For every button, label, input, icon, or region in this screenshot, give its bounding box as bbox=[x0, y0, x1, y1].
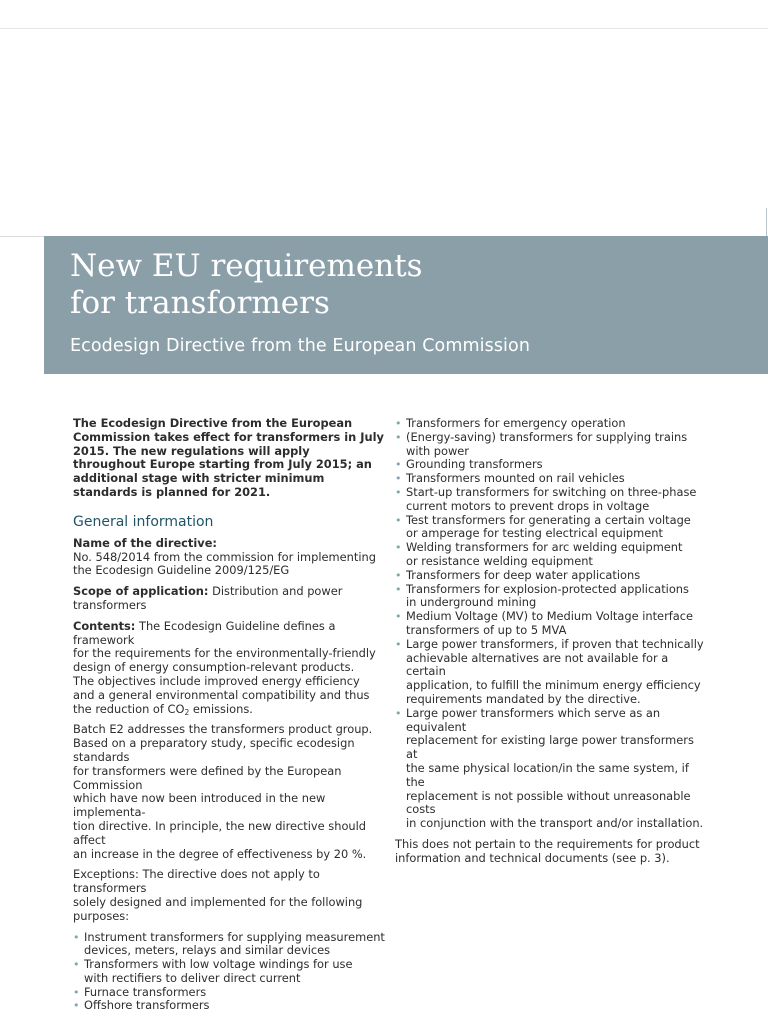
list-item bbox=[395, 638, 707, 707]
co2-subscript: 2 bbox=[184, 707, 190, 717]
batch-line: which have now been introduced in the new implementa- bbox=[73, 791, 326, 820]
section-heading: General information bbox=[73, 513, 214, 530]
bullet-icon: • bbox=[73, 985, 80, 999]
list-item-line: (Energy-saving) transformers for supplying trains bbox=[406, 429, 688, 444]
list-item bbox=[395, 610, 707, 638]
exceptions-list-right bbox=[395, 417, 707, 831]
list-item-line: with power bbox=[406, 443, 469, 458]
bullet-icon: • bbox=[395, 582, 402, 596]
list-item bbox=[395, 417, 707, 431]
directive-name bbox=[73, 537, 385, 578]
batch-line: for transformers were defined by the European Commission bbox=[73, 763, 342, 792]
list-item-line: Offshore transformers bbox=[84, 998, 210, 1013]
contents-line-co2: the reduction of CO bbox=[73, 701, 185, 716]
list-item bbox=[73, 931, 385, 959]
list-item bbox=[73, 958, 385, 986]
contents-line: for the requirements for the environmentally-friendly bbox=[73, 646, 376, 661]
bullet-icon: • bbox=[73, 999, 80, 1013]
scope-of-application bbox=[73, 585, 385, 613]
contents-line-end: emissions. bbox=[189, 701, 253, 716]
bullet-icon: • bbox=[395, 637, 402, 651]
list-item bbox=[395, 431, 707, 459]
list-item-line: Transformers mounted on rail vehicles bbox=[406, 471, 625, 486]
list-item-line: replacement for existing large power transformers at bbox=[406, 733, 694, 762]
exceptions-list-left bbox=[73, 931, 385, 1014]
bullet-icon: • bbox=[395, 513, 402, 527]
right-column bbox=[395, 417, 707, 866]
list-item bbox=[73, 999, 385, 1013]
exceptions-paragraph bbox=[73, 868, 385, 923]
scope-text: Distribution and power transformers bbox=[73, 584, 343, 612]
page-title bbox=[70, 248, 423, 322]
list-item-line: Start-up transformers for switching on three-phase bbox=[406, 484, 697, 499]
list-item-line: or amperage for testing electrical equipment bbox=[406, 526, 663, 541]
list-item-line: the same physical location/in the same system, if the bbox=[406, 760, 689, 789]
list-item-line: Transformers for deep water applications bbox=[406, 567, 641, 582]
closing-line: information and technical documents (see p. 3). bbox=[395, 850, 670, 865]
list-item-line: or resistance welding equipment bbox=[406, 553, 593, 568]
list-item bbox=[395, 583, 707, 611]
batch-line: an increase in the degree of effectiveness by 20 %. bbox=[73, 846, 367, 861]
top-divider bbox=[0, 28, 768, 29]
list-item-line: Test transformers for generating a certain voltage bbox=[406, 512, 691, 527]
title-line-1: New EU requirements bbox=[70, 248, 423, 284]
list-item-line: with rectifiers to deliver direct current bbox=[84, 970, 301, 985]
batch-line: Batch E2 addresses the transformers product group. bbox=[73, 722, 373, 737]
left-column bbox=[73, 417, 385, 1013]
list-item-line: Grounding transformers bbox=[406, 457, 543, 472]
contents-line: design of energy consumption-relevant products. bbox=[73, 660, 355, 675]
list-item bbox=[395, 458, 707, 472]
contents-line: and a general environmental compatibility and thus bbox=[73, 687, 370, 702]
batch-paragraph bbox=[73, 723, 385, 861]
list-item bbox=[73, 986, 385, 1000]
bullet-icon: • bbox=[395, 430, 402, 444]
contents-paragraph bbox=[73, 620, 385, 717]
closing-line: This does not pertain to the requirements for product bbox=[395, 836, 700, 851]
bullet-icon: • bbox=[395, 417, 402, 430]
list-item-line: requirements mandated by the directive. bbox=[406, 691, 641, 706]
list-item-line: achievable alternatives are not available for a certain bbox=[406, 650, 669, 679]
exceptions-line: purposes: bbox=[73, 908, 130, 923]
title-banner bbox=[44, 236, 768, 374]
exceptions-line: Exceptions: The directive does not apply to transformers bbox=[73, 867, 320, 896]
list-item-line: Transformers for emergency operation bbox=[406, 416, 626, 430]
list-item-line: Furnace transformers bbox=[84, 984, 207, 999]
list-item-line: Large power transformers, if proven that technically bbox=[406, 636, 704, 651]
list-item-line: Instrument transformers for supplying measurement bbox=[84, 929, 385, 944]
bullet-icon: • bbox=[395, 610, 402, 624]
title-line-2: for transformers bbox=[70, 285, 330, 321]
bullet-icon: • bbox=[395, 485, 402, 499]
directive-name-line: the Ecodesign Guideline 2009/125/EG bbox=[73, 563, 290, 578]
contents-label: Contents: bbox=[73, 618, 136, 633]
closing-paragraph bbox=[395, 838, 707, 866]
intro-paragraph: The Ecodesign Directive from the European Commission takes effect for transformers in July 2015. The new regulations will apply throughout Europe starting from July 2015; an additional stage with stricter minimum standards is planned for 2021. bbox=[73, 416, 384, 499]
list-item bbox=[395, 707, 707, 831]
bullet-icon: • bbox=[395, 541, 402, 555]
page-subtitle: Ecodesign Directive from the European Commission bbox=[70, 336, 531, 356]
bullet-icon: • bbox=[395, 568, 402, 582]
bullet-icon: • bbox=[395, 458, 402, 472]
bullet-icon: • bbox=[395, 472, 402, 486]
list-item-line: Large power transformers which serve as an equivalent bbox=[406, 705, 661, 734]
list-item-line: in conjunction with the transport and/or installation. bbox=[406, 816, 704, 831]
list-item-line: transformers of up to 5 MVA bbox=[406, 622, 567, 637]
contents-line: The objectives include improved energy efficiency bbox=[73, 673, 360, 688]
list-item-line: Medium Voltage (MV) to Medium Voltage interface bbox=[406, 609, 694, 624]
list-item-line: application, to fulfill the minimum energy efficiency bbox=[406, 678, 701, 693]
list-item-line: Welding transformers for arc welding equipment bbox=[406, 540, 683, 555]
list-item bbox=[395, 472, 707, 486]
scope-label: Scope of application: bbox=[73, 584, 209, 599]
list-item-line: replacement is not possible without unreasonable costs bbox=[406, 788, 691, 817]
list-item-line: Transformers for explosion-protected applications bbox=[406, 581, 689, 596]
list-item bbox=[395, 541, 707, 569]
exceptions-line: solely designed and implemented for the following bbox=[73, 894, 363, 909]
left-divider bbox=[0, 236, 44, 237]
bullet-icon: • bbox=[73, 958, 80, 972]
list-item-line: current motors to prevent drops in voltage bbox=[406, 498, 650, 513]
bullet-icon: • bbox=[395, 706, 402, 720]
batch-line: Based on a preparatory study, specific ecodesign standards bbox=[73, 736, 355, 764]
batch-line: tion directive. In principle, the new directive should affect bbox=[73, 818, 367, 847]
list-item-line: devices, meters, relays and similar devices bbox=[84, 943, 331, 958]
list-item bbox=[395, 514, 707, 542]
edge-mark bbox=[766, 208, 767, 236]
bullet-icon: • bbox=[73, 930, 80, 944]
directive-name-label: Name of the directive: bbox=[73, 535, 217, 550]
list-item-line: Transformers with low voltage windings for use bbox=[84, 957, 353, 972]
contents-line: The Ecodesign Guideline defines a framework bbox=[73, 618, 336, 647]
list-item-line: in underground mining bbox=[406, 595, 537, 610]
list-item bbox=[395, 486, 707, 514]
directive-name-line: No. 548/2014 from the commission for implementing bbox=[73, 549, 376, 564]
list-item bbox=[395, 569, 707, 583]
